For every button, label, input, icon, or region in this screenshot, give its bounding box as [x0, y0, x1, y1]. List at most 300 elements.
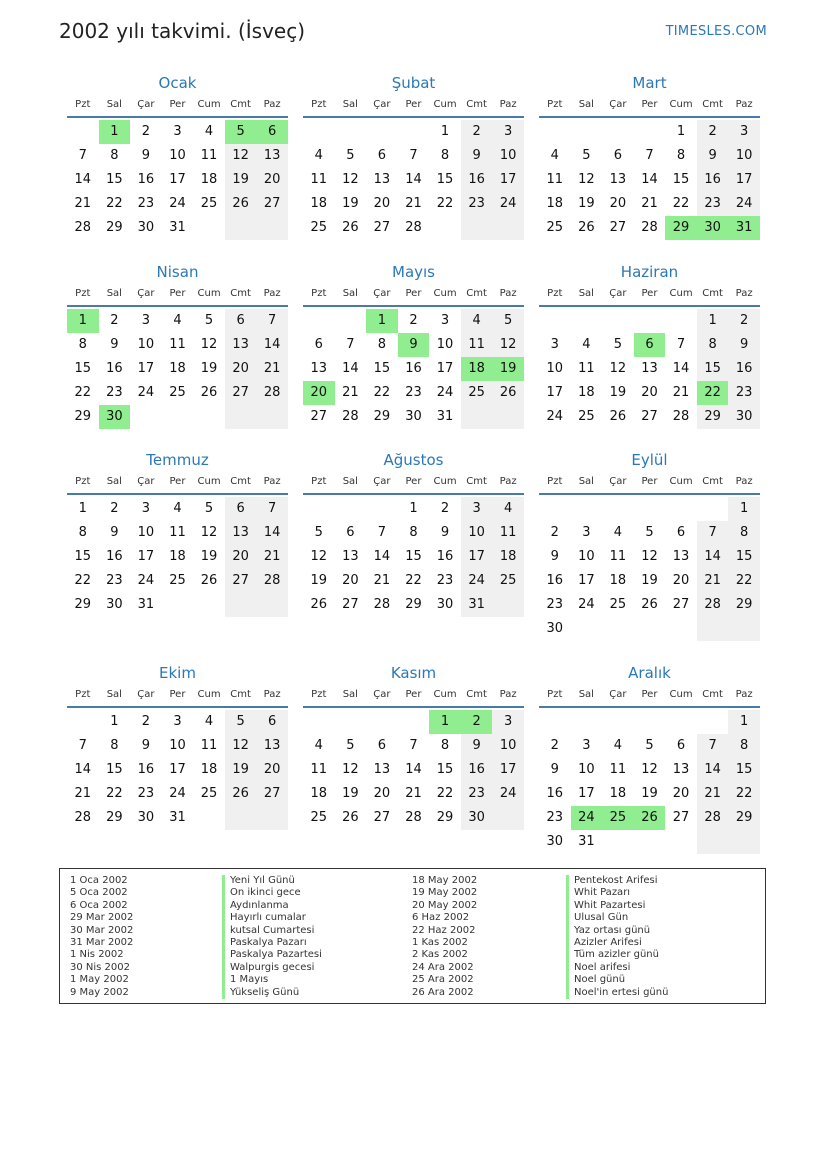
holiday-date: 5 Oca 2002	[70, 887, 128, 899]
day-cell: 4	[582, 337, 591, 352]
day-cell: 5	[314, 525, 323, 540]
weekday-label: Per	[641, 476, 658, 487]
day-cell: 2	[550, 525, 559, 540]
day-cell: 6	[377, 738, 387, 753]
weekday-label: Çar	[373, 99, 391, 110]
day-cell: 28	[342, 409, 359, 424]
day-cell: 8	[728, 734, 760, 758]
day-cell: 5	[613, 337, 623, 352]
week-row	[67, 521, 288, 545]
holiday-name: Whit Pazartesi	[566, 900, 668, 912]
day-cell: 23	[697, 192, 729, 216]
holiday-name: Hayırlı cumalar	[222, 912, 322, 924]
weekday-label: Cum	[669, 689, 693, 700]
day-cell: 13	[225, 521, 257, 545]
day-cell: 27	[672, 597, 690, 612]
day-cell: 2	[461, 120, 493, 144]
empty-cell	[602, 830, 634, 854]
day-cell: 24	[436, 385, 454, 400]
empty-cell	[461, 405, 493, 429]
day-cell: 22	[106, 196, 123, 211]
month-block	[67, 662, 288, 830]
day-cell: 20	[609, 196, 627, 211]
day-cell: 1	[728, 497, 760, 521]
day-cell: 1	[78, 501, 87, 516]
day-cell: 10	[728, 144, 760, 168]
day-cell: 4	[550, 148, 559, 163]
day-cell: 12	[310, 549, 328, 564]
weekday-label: Sal	[342, 689, 358, 700]
day-cell: 29	[697, 405, 729, 429]
day-cell: 15	[373, 361, 391, 376]
week-row	[303, 405, 524, 429]
day-cell: 29	[728, 593, 760, 617]
weekday-label: Pzt	[311, 476, 327, 487]
day-cell: 25	[602, 806, 634, 830]
day-cell: 10	[546, 361, 564, 376]
empty-cell	[335, 497, 367, 521]
day-cell: 12	[578, 172, 595, 187]
day-cell: 3	[492, 710, 524, 734]
empty-cell	[728, 617, 760, 641]
week-row	[67, 192, 288, 216]
day-cell: 18	[310, 196, 328, 211]
day-cell: 1	[110, 714, 119, 729]
empty-cell	[492, 806, 524, 830]
day-cell: 26	[578, 220, 595, 235]
day-cell: 5	[204, 501, 214, 516]
day-cell: 21	[74, 786, 92, 801]
day-cell: 19	[200, 361, 218, 376]
empty-cell	[602, 710, 634, 734]
day-cell: 10	[137, 525, 155, 540]
weekday-label: Per	[641, 689, 658, 700]
day-cell: 3	[582, 525, 591, 540]
day-cell: 16	[461, 168, 493, 192]
month-name: Ocak	[158, 74, 197, 92]
day-cell: 24	[137, 385, 155, 400]
day-cell: 31	[578, 834, 595, 849]
day-cell: 27	[225, 381, 257, 405]
day-cell: 12	[200, 525, 218, 540]
weekday-header	[67, 471, 288, 495]
day-cell: 4	[613, 525, 623, 540]
day-cell: 24	[728, 192, 760, 216]
holiday-date: 20 May 2002	[412, 899, 478, 911]
day-cell: 5	[492, 309, 524, 333]
day-cell: 10	[492, 734, 524, 758]
day-cell: 20	[373, 786, 391, 801]
day-cell: 31	[728, 216, 760, 240]
week-row	[539, 333, 760, 357]
day-cell: 14	[405, 762, 422, 777]
empty-cell	[602, 309, 634, 333]
weekday-label: Sal	[578, 288, 594, 299]
month-name: Nisan	[156, 263, 199, 281]
day-cell: 18	[200, 762, 218, 777]
empty-cell	[225, 216, 257, 240]
weekday-label: Çar	[609, 476, 627, 487]
weekday-label: Cmt	[702, 288, 723, 299]
week-row	[303, 545, 524, 569]
weekday-label: Cum	[433, 288, 457, 299]
day-cell: 28	[256, 381, 288, 405]
day-cell: 2	[550, 738, 559, 753]
weekday-label: Per	[169, 476, 186, 487]
day-cell: 30	[405, 409, 422, 424]
weekday-label: Pzt	[547, 99, 563, 110]
day-cell: 12	[342, 172, 359, 187]
holiday-date: 1 Oca 2002	[70, 875, 128, 886]
week-row	[303, 309, 524, 333]
day-cell: 7	[645, 148, 654, 163]
day-cell: 14	[672, 361, 690, 376]
day-cell: 16	[106, 549, 123, 564]
day-cell: 19	[310, 573, 328, 588]
weekday-label: Per	[405, 689, 422, 700]
empty-cell	[429, 216, 461, 240]
day-cell: 22	[728, 569, 760, 593]
day-cell: 14	[697, 545, 729, 569]
day-cell: 3	[141, 501, 151, 516]
day-cell: 30	[106, 597, 123, 612]
day-cell: 9	[110, 337, 119, 352]
empty-cell	[303, 120, 335, 144]
day-grid	[539, 120, 760, 240]
day-cell: 25	[169, 573, 186, 588]
day-cell: 8	[78, 525, 87, 540]
weekday-label: Cmt	[466, 288, 487, 299]
day-cell: 6	[634, 333, 666, 357]
empty-cell	[571, 309, 603, 333]
holiday-date: 22 Haz 2002	[412, 924, 476, 936]
weekday-label: Sal	[342, 99, 358, 110]
empty-cell	[256, 405, 288, 429]
day-cell: 14	[405, 172, 422, 187]
empty-cell	[697, 710, 729, 734]
month-block	[67, 261, 288, 429]
holiday-legend	[59, 868, 766, 1004]
day-cell: 2	[461, 710, 493, 734]
week-row	[67, 497, 288, 521]
weekday-label: Cum	[197, 288, 221, 299]
weekday-label: Cmt	[466, 99, 487, 110]
day-cell: 9	[141, 738, 151, 753]
weekday-label: Paz	[735, 689, 753, 700]
empty-cell	[225, 593, 257, 617]
empty-cell	[539, 309, 571, 333]
day-cell: 25	[492, 569, 524, 593]
day-cell: 13	[373, 172, 391, 187]
weekday-header	[539, 471, 760, 495]
day-cell: 5	[645, 738, 654, 753]
week-row	[303, 521, 524, 545]
holiday-date: 1 May 2002	[70, 974, 129, 986]
day-cell: 21	[373, 573, 391, 588]
day-cell: 25	[200, 196, 218, 211]
week-row	[539, 710, 760, 734]
day-cell: 13	[672, 762, 690, 777]
empty-cell	[335, 309, 367, 333]
day-cell: 20	[225, 545, 257, 569]
weekday-label: Cmt	[230, 288, 251, 299]
day-cell: 3	[141, 313, 151, 328]
day-cell: 4	[492, 497, 524, 521]
day-cell: 25	[578, 409, 595, 424]
holiday-name: Yükseliş Günü	[222, 987, 322, 999]
weekday-label: Pzt	[547, 689, 563, 700]
day-cell: 16	[137, 172, 155, 187]
holiday-name: Azizler Arifesi	[566, 937, 668, 949]
empty-cell	[634, 120, 666, 144]
empty-cell	[398, 710, 430, 734]
day-cell: 5	[346, 148, 355, 163]
day-cell: 5	[225, 120, 257, 144]
holiday-date: 30 Mar 2002	[70, 924, 134, 936]
week-row	[67, 806, 288, 830]
month-name: Mayıs	[392, 263, 435, 281]
week-row	[303, 569, 524, 593]
day-cell: 10	[169, 738, 186, 753]
day-cell: 17	[169, 172, 186, 187]
day-cell: 17	[492, 758, 524, 782]
month-block	[539, 261, 760, 429]
week-row	[303, 806, 524, 830]
month-name: Temmuz	[146, 451, 209, 469]
day-cell: 18	[492, 545, 524, 569]
week-row	[67, 734, 288, 758]
day-cell: 22	[106, 786, 123, 801]
day-cell: 31	[169, 810, 186, 825]
weekday-label: Per	[169, 288, 186, 299]
empty-cell	[256, 216, 288, 240]
day-cell: 18	[461, 357, 493, 381]
empty-cell	[193, 216, 225, 240]
holiday-name: Noel'in ertesi günü	[566, 987, 668, 999]
weekday-label: Cum	[433, 99, 457, 110]
day-cell: 26	[609, 409, 627, 424]
day-cell: 7	[697, 521, 729, 545]
day-cell: 28	[641, 220, 658, 235]
month-name: Aralık	[628, 664, 671, 682]
weekday-label: Sal	[342, 476, 358, 487]
week-row	[303, 381, 524, 405]
week-row	[67, 545, 288, 569]
empty-cell	[571, 710, 603, 734]
day-cell: 10	[436, 337, 454, 352]
week-row	[67, 333, 288, 357]
day-grid	[67, 710, 288, 830]
empty-cell	[303, 497, 335, 521]
day-cell: 24	[461, 569, 493, 593]
empty-cell	[571, 497, 603, 521]
day-cell: 15	[728, 758, 760, 782]
weekday-label: Paz	[499, 476, 517, 487]
day-cell: 4	[314, 148, 323, 163]
day-cell: 3	[461, 497, 493, 521]
day-cell: 4	[173, 313, 182, 328]
empty-cell	[697, 617, 729, 641]
day-cell: 21	[342, 385, 359, 400]
day-cell: 27	[373, 810, 391, 825]
weekday-header	[539, 283, 760, 307]
weekday-label: Per	[405, 288, 422, 299]
day-cell: 8	[110, 738, 119, 753]
day-cell: 22	[728, 782, 760, 806]
weekday-label: Pzt	[75, 288, 91, 299]
day-cell: 1	[697, 309, 729, 333]
day-cell: 28	[697, 806, 729, 830]
day-cell: 14	[74, 762, 92, 777]
day-cell: 20	[256, 758, 288, 782]
day-cell: 1	[440, 124, 450, 139]
day-cell: 26	[225, 192, 257, 216]
day-cell: 11	[461, 333, 493, 357]
empty-cell	[130, 405, 162, 429]
week-row	[539, 545, 760, 569]
day-cell: 2	[110, 313, 119, 328]
holiday-date: 26 Ara 2002	[412, 986, 474, 998]
day-cell: 8	[440, 738, 450, 753]
day-cell: 12	[641, 762, 658, 777]
day-cell: 23	[106, 573, 123, 588]
weekday-label: Per	[405, 99, 422, 110]
holiday-date: 9 May 2002	[70, 986, 129, 998]
day-cell: 26	[342, 810, 359, 825]
day-cell: 18	[310, 786, 328, 801]
empty-cell	[665, 830, 697, 854]
weekday-label: Paz	[263, 288, 281, 299]
day-cell: 26	[310, 597, 328, 612]
holiday-name: On ikinci gece	[222, 887, 322, 899]
month-name: Eylül	[631, 451, 668, 469]
day-grid	[303, 309, 524, 429]
week-row	[67, 593, 288, 617]
day-cell: 7	[256, 497, 288, 521]
weekday-label: Paz	[735, 99, 753, 110]
empty-cell	[193, 593, 225, 617]
day-cell: 11	[609, 549, 627, 564]
site-link[interactable]: TIMESLES.COM	[665, 24, 767, 39]
empty-cell	[571, 120, 603, 144]
day-cell: 1	[728, 710, 760, 734]
day-cell: 26	[634, 806, 666, 830]
day-cell: 6	[256, 120, 288, 144]
empty-cell	[303, 710, 335, 734]
empty-cell	[634, 617, 666, 641]
day-cell: 25	[461, 381, 493, 405]
day-cell: 27	[641, 409, 658, 424]
holiday-date: 19 May 2002	[412, 887, 478, 899]
day-cell: 25	[609, 597, 627, 612]
empty-cell	[602, 120, 634, 144]
weekday-label: Sal	[578, 689, 594, 700]
holiday-name: Noel günü	[566, 974, 668, 986]
day-cell: 26	[641, 597, 658, 612]
holiday-name: Pentekost Arifesi	[566, 875, 668, 887]
day-cell: 5	[645, 525, 654, 540]
day-cell: 31	[461, 593, 493, 617]
day-grid	[303, 497, 524, 617]
day-cell: 5	[204, 313, 214, 328]
day-cell: 6	[256, 710, 288, 734]
empty-cell	[366, 710, 398, 734]
empty-cell	[461, 216, 493, 240]
empty-cell	[335, 120, 367, 144]
day-cell: 21	[74, 196, 92, 211]
week-row	[303, 593, 524, 617]
day-cell: 20	[672, 573, 690, 588]
empty-cell	[539, 497, 571, 521]
day-grid	[539, 497, 760, 641]
day-cell: 18	[609, 786, 627, 801]
day-cell: 27	[609, 220, 627, 235]
weekday-label: Cum	[669, 99, 693, 110]
week-row	[539, 521, 760, 545]
day-cell: 28	[74, 220, 92, 235]
week-row	[539, 357, 760, 381]
weekday-label: Sal	[578, 476, 594, 487]
weekday-header	[67, 94, 288, 118]
weekday-label: Çar	[609, 689, 627, 700]
weekday-label: Cum	[669, 288, 693, 299]
month-block	[303, 261, 524, 429]
day-cell: 25	[310, 220, 328, 235]
empty-cell	[256, 593, 288, 617]
day-cell: 28	[672, 409, 690, 424]
weekday-label: Per	[641, 99, 658, 110]
day-cell: 18	[200, 172, 218, 187]
day-cell: 13	[256, 144, 288, 168]
day-cell: 7	[78, 148, 87, 163]
weekday-label: Per	[641, 288, 658, 299]
day-cell: 19	[578, 196, 595, 211]
empty-cell	[634, 497, 666, 521]
empty-cell	[193, 806, 225, 830]
day-cell: 6	[225, 309, 257, 333]
weekday-label: Paz	[499, 689, 517, 700]
month-name: Haziran	[620, 263, 679, 281]
weekday-label: Paz	[263, 689, 281, 700]
month-block	[303, 72, 524, 240]
weekday-label: Cum	[433, 689, 457, 700]
empty-cell	[193, 405, 225, 429]
weekday-label: Çar	[137, 476, 155, 487]
day-cell: 23	[461, 192, 493, 216]
month-name: Ağustos	[383, 451, 444, 469]
day-grid	[303, 120, 524, 240]
day-cell: 11	[609, 762, 627, 777]
weekday-label: Çar	[609, 99, 627, 110]
holiday-name: Whit Pazarı	[566, 887, 668, 899]
day-cell: 7	[697, 734, 729, 758]
empty-cell	[634, 830, 666, 854]
day-cell: 8	[697, 333, 729, 357]
day-cell: 29	[106, 220, 123, 235]
day-cell: 7	[78, 738, 87, 753]
weekday-label: Cum	[197, 99, 221, 110]
day-cell: 11	[169, 337, 186, 352]
weekday-header	[539, 94, 760, 118]
day-cell: 23	[546, 597, 564, 612]
week-row	[539, 806, 760, 830]
empty-cell	[634, 309, 666, 333]
holiday-date: 24 Ara 2002	[412, 961, 474, 973]
day-cell: 21	[697, 569, 729, 593]
empty-cell	[67, 710, 99, 734]
day-cell: 16	[461, 758, 493, 782]
day-cell: 25	[200, 786, 218, 801]
